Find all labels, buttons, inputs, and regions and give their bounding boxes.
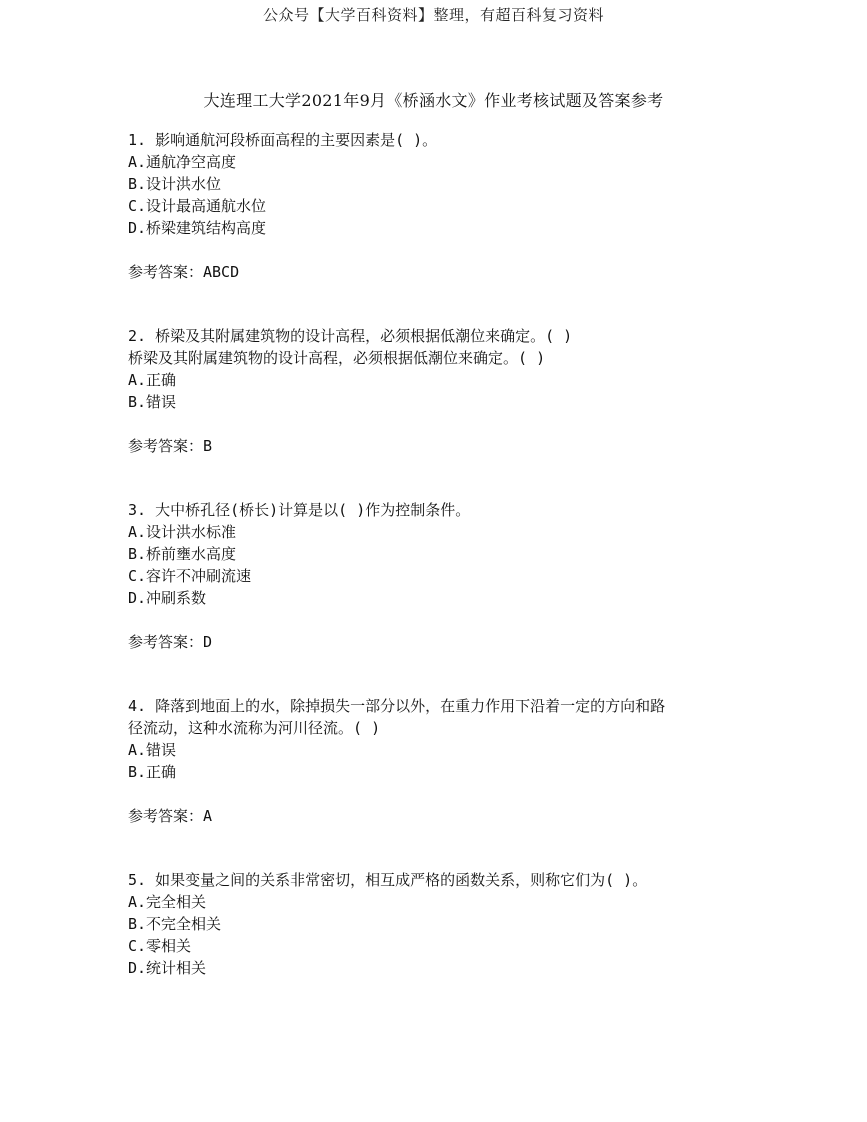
question-stem: 3. 大中桥孔径(桥长)计算是以( )作为控制条件。 [128,501,471,519]
question-stem-continued: 径流动，这种水流称为河川径流。( ) [128,719,381,737]
reference-answer: 参考答案：B [128,437,213,455]
question-1 [128,129,748,283]
question-4 [128,695,748,827]
header-note: 公众号【大学百科资料】整理，有超百科复习资料 [262,6,604,24]
reference-answer: 参考答案：ABCD [128,263,240,281]
reference-answer: 参考答案：A [128,807,213,825]
question-stem: 4. 降落到地面上的水，除掉损失一部分以外，在重力作用下沿着一定的方向和路 [128,697,666,715]
spacer [128,653,748,695]
option-b: B.桥前壅水高度 [128,545,237,563]
question-stem: 2. 桥梁及其附属建筑物的设计高程，必须根据低潮位来确定。( ) [128,327,573,345]
spacer [128,283,748,325]
option-d: D.冲刷系数 [128,589,207,607]
option-d: D.统计相关 [128,959,207,977]
option-b: B.设计洪水位 [128,175,222,193]
option-b: B.错误 [128,393,177,411]
question-stem-repeat: 桥梁及其附属建筑物的设计高程，必须根据低潮位来确定。( ) [128,349,546,367]
option-a: A.通航净空高度 [128,153,237,171]
option-a: A.完全相关 [128,893,207,911]
option-a: A.设计洪水标准 [128,523,237,541]
option-d: D.桥梁建筑结构高度 [128,219,267,237]
document-title: 大连理工大学2021年9月《桥涵水文》作业考核试题及答案参考 [203,91,664,110]
question-5 [128,869,748,979]
option-c: C.设计最高通航水位 [128,197,267,215]
option-b: B.正确 [128,763,177,781]
question-3 [128,499,748,653]
spacer [128,457,748,499]
reference-answer: 参考答案：D [128,633,213,651]
spacer [128,827,748,869]
question-stem: 1. 影响通航河段桥面高程的主要因素是( )。 [128,131,438,149]
question-2 [128,325,748,457]
option-c: C.零相关 [128,937,192,955]
option-a: A.正确 [128,371,177,389]
option-c: C.容许不冲刷流速 [128,567,252,585]
option-b: B.不完全相关 [128,915,222,933]
option-a: A.错误 [128,741,177,759]
question-stem: 5. 如果变量之间的关系非常密切，相互成严格的函数关系，则称它们为( )。 [128,871,648,889]
question-list [128,129,748,979]
